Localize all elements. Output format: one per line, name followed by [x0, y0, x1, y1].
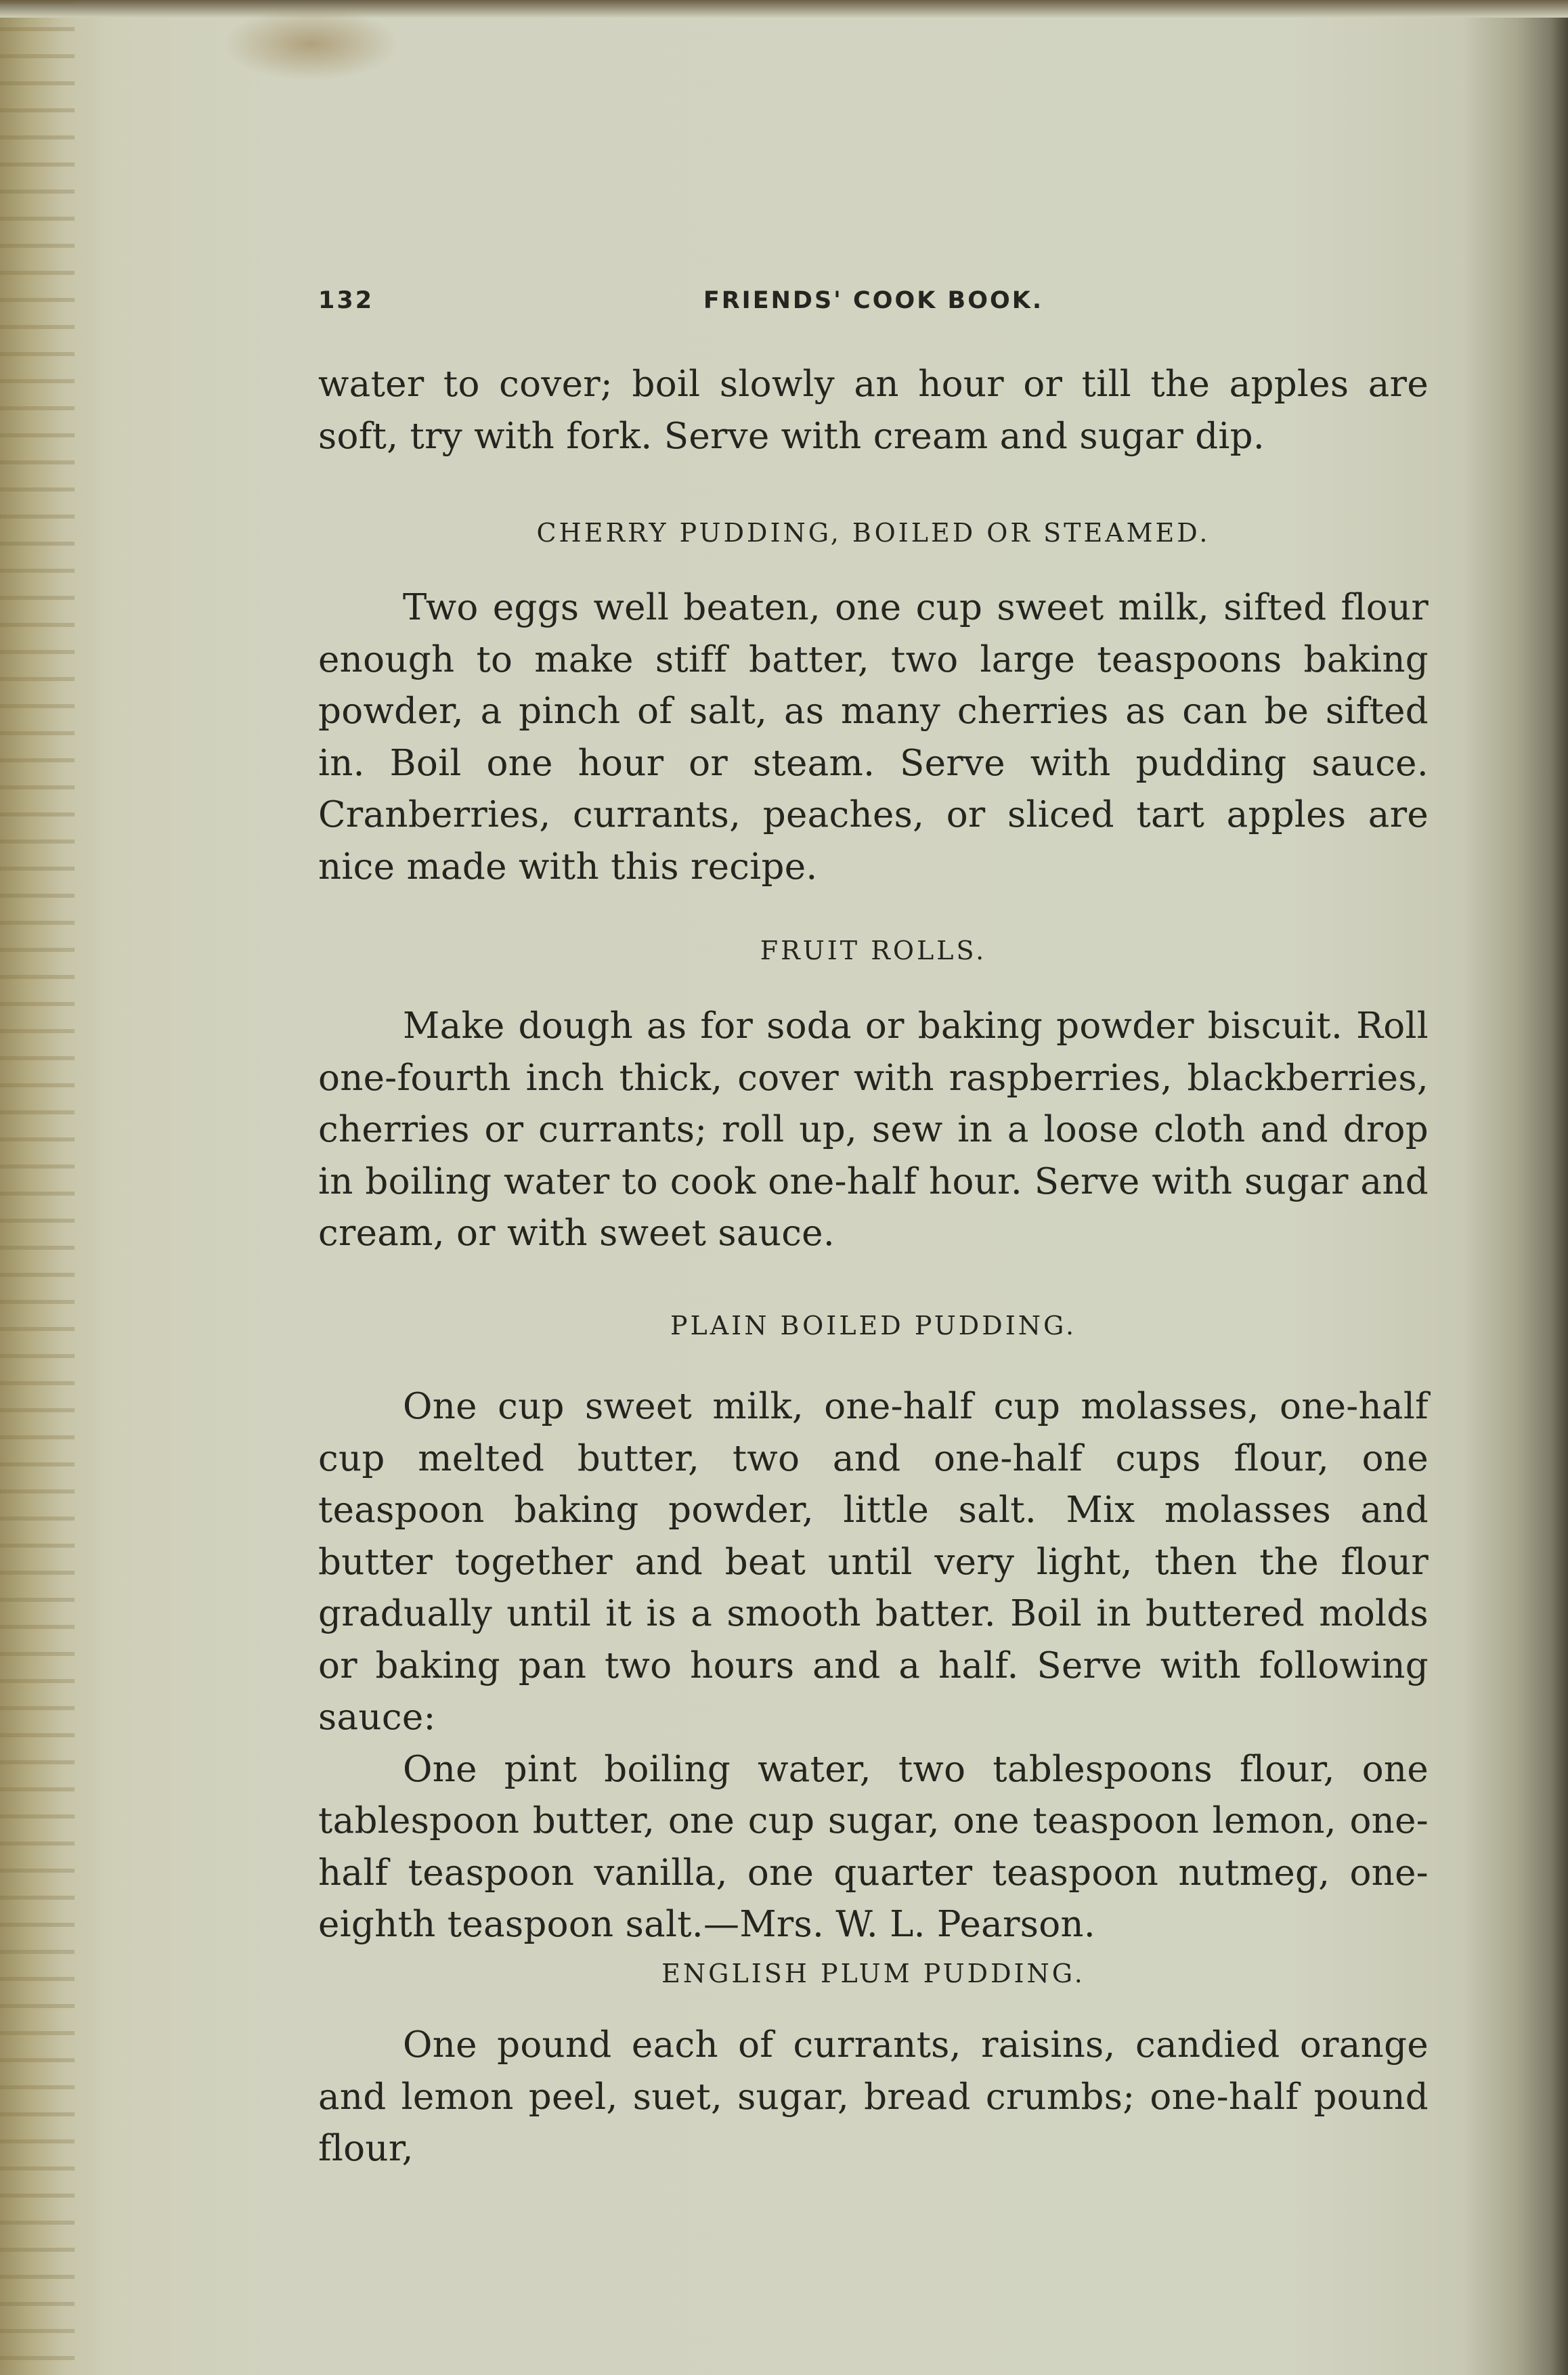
recipe-title: PLAIN BOILED PUDDING.: [670, 1311, 1077, 1341]
recipe-paragraph: Make dough as for soda or baking powder biscuit. Roll one-fourth inch thick, cover with raspberries, blackberries, cherries or currants; roll up, sew in a loose cloth and drop in boiling water to cook one-half hour. Serve with sugar and cream, or with sweet sauce.: [318, 1005, 1429, 1254]
recipe-body: [318, 1381, 1429, 1951]
recipe-paragraph: One pint boiling water, two tablespoons flour, one tablespoon butter, one cup sugar, one teaspoon lemon, one-half teaspoon vanilla, one quarter teaspoon nutmeg, one-eighth teaspoon salt.—Mrs. W. L. Pearson.: [318, 1748, 1429, 1945]
page-gutter: [0, 0, 74, 2375]
recipe-body: [318, 2020, 1429, 2175]
page-stain: [223, 7, 399, 81]
continuation-block: [318, 359, 1429, 462]
recipe-body: [318, 1001, 1429, 1260]
recipe-paragraph: One cup sweet milk, one-half cup molasses, one-half cup melted butter, two and one-half cups flour, one teaspoon baking powder, little salt. Mix molasses and butter together and beat until very light, then the flour gradually until it is a smooth batter. Boil in buttered molds or baking pan two hours and a half. Serve with following sauce:: [318, 1386, 1429, 1738]
continuation-paragraph: water to cover; boil slowly an hour or till the apples are soft, try with fork. Serve with cream and sugar dip.: [318, 364, 1429, 457]
recipe-title: CHERRY PUDDING, BOILED OR STEAMED.: [536, 518, 1211, 548]
recipe-paragraph: One pound each of currants, raisins, candied orange and lemon peel, suet, sugar, bread crumbs; one-half pound flour,: [318, 2024, 1429, 2169]
page-header: [318, 287, 1429, 321]
recipe-body: [318, 582, 1429, 893]
recipe-paragraph: Two eggs well beaten, one cup sweet milk, sifted flour enough to make stiff batter, two large teaspoons baking powder, a pinch of salt, as many cherries as can be sifted in. Boil one hour or steam. Serve with pudding sauce. Cranberries, currants, peaches, or sliced tart apples are nice made with this recipe.: [318, 587, 1429, 888]
recipe-title: ENGLISH PLUM PUDDING.: [661, 1959, 1085, 1988]
page-number: 132: [318, 287, 374, 314]
recipe-title: FRUIT ROLLS.: [760, 936, 987, 965]
running-title: FRIENDS' COOK BOOK.: [703, 287, 1044, 314]
